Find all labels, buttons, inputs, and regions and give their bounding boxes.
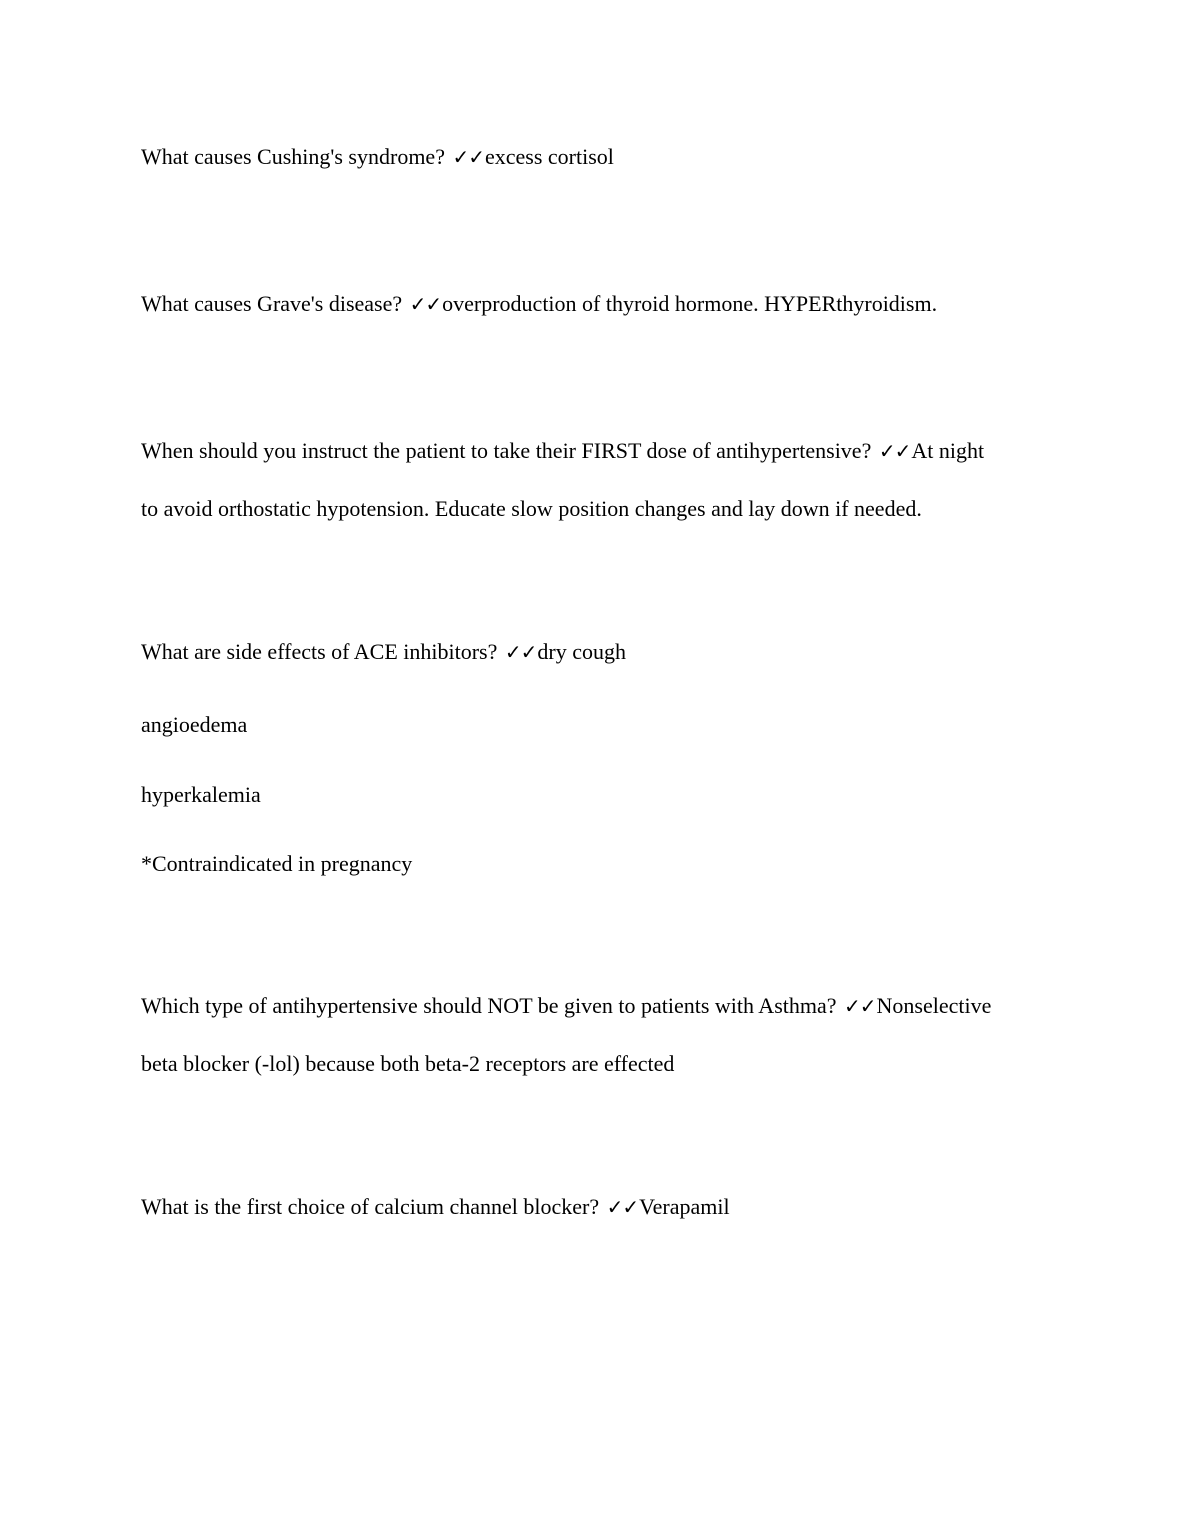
answer-text: dry cough [537, 639, 626, 664]
question-text: What causes Grave's disease? [141, 291, 403, 316]
answer-continuation-line [141, 850, 412, 878]
double-check-icon: ✓✓ [409, 292, 442, 316]
double-check-icon: ✓✓ [452, 145, 484, 169]
answer-continuation-line [141, 781, 261, 809]
answer-text: Verapamil [639, 1194, 730, 1219]
question-text: When should you instruct the patient to take their FIRST dose of antihypertensive? [141, 438, 872, 463]
answer-text: *Contraindicated in pregnancy [141, 851, 413, 876]
qa-question-line [141, 992, 991, 1020]
answer-text: hyperkalemia [141, 782, 261, 807]
answer-text: excess cortisol [484, 144, 614, 169]
answer-text: angioedema [141, 712, 248, 737]
double-check-icon: ✓✓ [606, 1195, 639, 1219]
answer-continuation-line [141, 1050, 674, 1078]
qa-question-line [141, 1193, 730, 1221]
double-check-icon: ✓✓ [844, 994, 876, 1018]
answer-continuation-line [141, 711, 247, 739]
double-check-icon: ✓✓ [504, 640, 537, 664]
answer-text: beta blocker (-lol) because both beta-2 receptors are effected [141, 1051, 675, 1076]
answer-text: At night [911, 438, 985, 463]
question-text: What is the first choice of calcium channel blocker? [141, 1194, 600, 1219]
answer-text: overproduction of thyroid hormone. HYPERthyroidism. [442, 291, 938, 316]
answer-text: to avoid orthostatic hypotension. Educate slow position changes and lay down if needed. [141, 496, 922, 521]
answer-continuation-line [141, 495, 922, 523]
qa-question-line [141, 290, 937, 318]
qa-question-line [141, 638, 626, 666]
question-text: What are side effects of ACE inhibitors? [141, 639, 498, 664]
question-text: Which type of antihypertensive should NOT be given to patients with Asthma? [141, 993, 837, 1018]
qa-question-line [141, 437, 984, 465]
qa-question-line [141, 143, 614, 171]
double-check-icon: ✓✓ [878, 439, 911, 463]
answer-text: Nonselective [876, 993, 992, 1018]
question-text: What causes Cushing's syndrome? [141, 144, 445, 169]
